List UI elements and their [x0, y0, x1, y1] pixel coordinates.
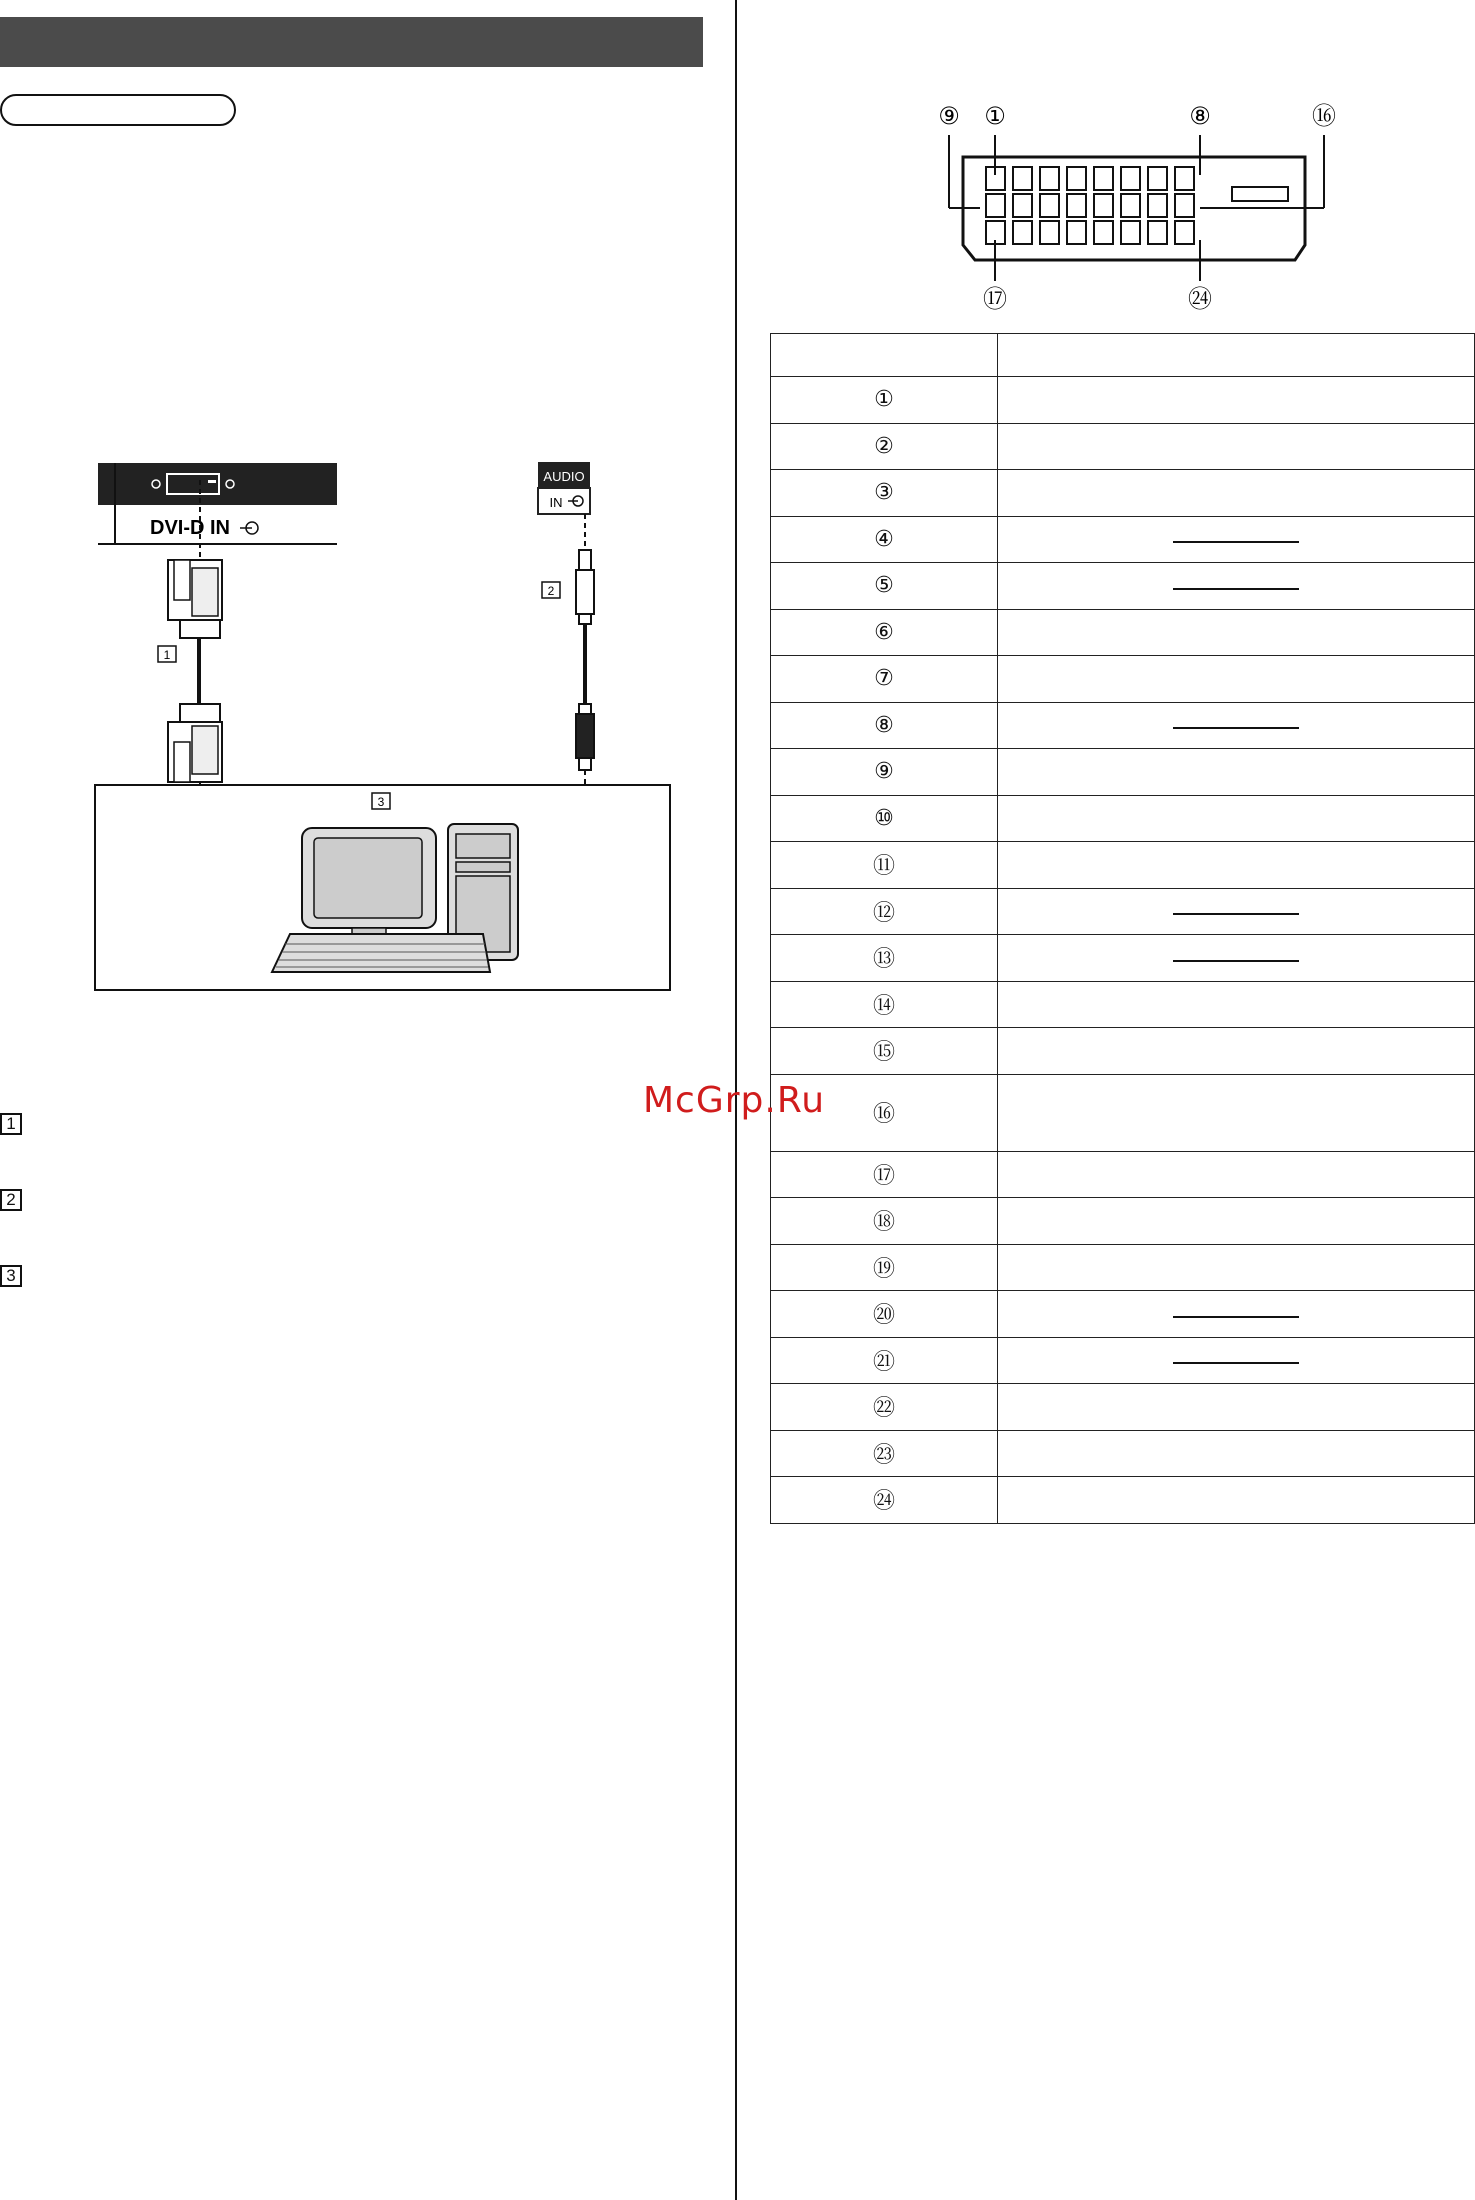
pin-number: ㉔: [872, 1489, 895, 1515]
monitor-icon: [302, 828, 436, 946]
connector-pin: [1175, 167, 1194, 190]
audio-plug-top: [576, 550, 594, 624]
table-row: [771, 609, 1475, 656]
connector-pin: [1013, 167, 1032, 190]
table-row: [771, 795, 1475, 842]
pin-number: ①: [874, 387, 894, 413]
connector-pin: [1148, 167, 1167, 190]
signal-name-cell: [998, 377, 1475, 424]
signal-name-cell: [998, 656, 1475, 703]
connector-pin: [1175, 221, 1194, 244]
table-row: [771, 656, 1475, 703]
signal-name-cell: [998, 702, 1475, 749]
callout-1: 1: [163, 648, 171, 662]
section-subtitle-pill: [0, 94, 236, 126]
table-row: [771, 1477, 1475, 1524]
pin-label-8: ⑧: [1189, 102, 1211, 130]
connector-pin: [1040, 167, 1059, 190]
pin-number: ㉑: [872, 1349, 895, 1375]
pin-number-cell: [771, 935, 998, 982]
connector-pin: [1067, 167, 1086, 190]
table-row: [771, 470, 1475, 517]
connector-pin: [1094, 221, 1113, 244]
connector-pin: [1175, 194, 1194, 217]
pin-number-cell: [771, 377, 998, 424]
table-row: [771, 1151, 1475, 1198]
input-arrow-icon: [240, 522, 258, 534]
pin-number-cell: [771, 516, 998, 563]
signal-name-cell: [998, 842, 1475, 889]
connector-pin: [1121, 194, 1140, 217]
pin-label-24: ㉔: [1188, 285, 1212, 313]
pin-number: ⑧: [874, 712, 894, 738]
pin-number: ⑲: [872, 1256, 895, 1282]
signal-name-cell: [998, 609, 1475, 656]
pin-number: ④: [874, 526, 894, 552]
audio-plug-bottom: [576, 704, 594, 770]
connector-pin: [1148, 221, 1167, 244]
callout-3: 3: [377, 795, 385, 809]
table-row: [771, 842, 1475, 889]
pin-number: ⑬: [872, 947, 895, 973]
signal-name-cell: [998, 1291, 1475, 1338]
pin-number: ⑫: [872, 900, 895, 926]
signal-name-cell: [998, 888, 1475, 935]
legend-item-3: 3: [0, 1265, 22, 1287]
signal-name-cell: [998, 470, 1475, 517]
inverted-signal-overline: [1173, 727, 1299, 729]
pin-label-16: ⑯: [1312, 102, 1336, 130]
callout-2: 2: [547, 584, 555, 598]
pin-label-17: ⑰: [983, 285, 1007, 313]
pin-number-cell: [771, 1430, 998, 1477]
legend-item-2: 2: [0, 1189, 22, 1211]
section-header-bar: [0, 17, 703, 67]
pin-number: ⑰: [872, 1163, 895, 1189]
signal-name-cell: [998, 516, 1475, 563]
pin-number: ⑤: [874, 573, 894, 599]
table-row: [771, 981, 1475, 1028]
table-row: [771, 1028, 1475, 1075]
table-row: [771, 516, 1475, 563]
pin-number-cell: [771, 563, 998, 610]
pin-number: ⑦: [874, 666, 894, 692]
inverted-signal-overline: [1173, 960, 1299, 962]
pin-assignment-table: [770, 333, 1475, 1524]
keyboard-icon: [272, 934, 490, 972]
pin-number-cell: [771, 981, 998, 1028]
pin-number: ⑱: [872, 1210, 895, 1236]
signal-name-cell: [998, 1384, 1475, 1431]
table-row: [771, 1291, 1475, 1338]
signal-name-cell: [998, 563, 1475, 610]
connector-pin: [1121, 167, 1140, 190]
pin-number: ⑪: [872, 854, 895, 880]
dvi-plug-top: [168, 560, 222, 638]
connector-pin: [1094, 167, 1113, 190]
pin-number-cell: [771, 795, 998, 842]
connector-pin: [1040, 194, 1059, 217]
inverted-signal-overline: [1173, 1362, 1299, 1364]
pin-number-cell: [771, 423, 998, 470]
connector-pin: [1067, 221, 1086, 244]
pin-number-cell: [771, 1337, 998, 1384]
pin-number-cell: [771, 888, 998, 935]
table-row: [771, 702, 1475, 749]
connector-pin: [1013, 221, 1032, 244]
signal-name-cell: [998, 981, 1475, 1028]
connector-pin: [1148, 194, 1167, 217]
watermark: McGrp.Ru: [643, 1080, 826, 1121]
signal-name-cell: [998, 749, 1475, 796]
pin-number-cell: [771, 470, 998, 517]
pin-number-cell: [771, 1151, 998, 1198]
dvi-connector-diagram: [900, 95, 1340, 315]
pin-number-cell: [771, 609, 998, 656]
table-row: [771, 1074, 1475, 1151]
signal-name-cell: [998, 795, 1475, 842]
pin-number: ⑳: [872, 1303, 895, 1329]
signal-name-cell: [998, 1244, 1475, 1291]
pin-number-cell: [771, 1028, 998, 1075]
pin-number-cell: [771, 1244, 998, 1291]
pin-label-9: ⑨: [938, 102, 960, 130]
table-row: [771, 423, 1475, 470]
pin-number: ㉒: [872, 1396, 895, 1422]
audio-in-label: IN: [549, 495, 563, 510]
table-row: [771, 1244, 1475, 1291]
header-pin-no: [771, 334, 998, 377]
connector-pin: [1067, 194, 1086, 217]
inverted-signal-overline: [1173, 1316, 1299, 1318]
signal-name-cell: [998, 1074, 1475, 1151]
audio-label: AUDIO: [543, 469, 585, 484]
pin-number: ⑨: [874, 759, 894, 785]
connector-pin: [1040, 221, 1059, 244]
pin-number: ㉓: [872, 1442, 895, 1468]
table-row: [771, 888, 1475, 935]
table-row: [771, 377, 1475, 424]
table-row: [771, 935, 1475, 982]
pin-number: ⑥: [874, 619, 894, 645]
signal-name-cell: [998, 1151, 1475, 1198]
inverted-signal-overline: [1173, 541, 1299, 543]
table-row: [771, 1198, 1475, 1245]
table-row: [771, 1430, 1475, 1477]
signal-name-cell: [998, 1198, 1475, 1245]
pin-label-1: ①: [984, 102, 1006, 130]
pin-number: ⑭: [872, 993, 895, 1019]
dvi-panel: [98, 463, 337, 505]
pin-number-cell: [771, 656, 998, 703]
dvi-input-label: DVI-D IN: [150, 517, 230, 539]
signal-name-cell: [998, 1430, 1475, 1477]
signal-name-cell: [998, 935, 1475, 982]
pin-number: ⑮: [872, 1040, 895, 1066]
connector-blade: [1232, 187, 1288, 201]
signal-name-cell: [998, 423, 1475, 470]
connector-pin: [1013, 194, 1032, 217]
pin-number: ⑯: [872, 1102, 895, 1127]
pin-number-cell: [771, 749, 998, 796]
signal-name-cell: [998, 1337, 1475, 1384]
pin-number-cell: [771, 1291, 998, 1338]
connector-pin: [986, 194, 1005, 217]
pin-number-cell: [771, 702, 998, 749]
dvi-plug-bottom: [168, 704, 222, 782]
table-header-row: [771, 334, 1475, 377]
inverted-signal-overline: [1173, 913, 1299, 915]
connector-pin: [1094, 194, 1113, 217]
signal-name-cell: [998, 1028, 1475, 1075]
table-row: [771, 563, 1475, 610]
connector-pin: [1121, 221, 1140, 244]
table-row: [771, 1337, 1475, 1384]
table-row: [771, 1384, 1475, 1431]
pin-number-cell: [771, 1198, 998, 1245]
header-signal-name: [998, 334, 1475, 377]
table-row: [771, 749, 1475, 796]
pin-number-cell: [771, 1384, 998, 1431]
signal-name-cell: [998, 1477, 1475, 1524]
pin-number: ⑩: [874, 805, 894, 831]
pin-number-cell: [771, 842, 998, 889]
inverted-signal-overline: [1173, 588, 1299, 590]
legend-item-1: 1: [0, 1113, 22, 1135]
pin-number: ③: [874, 480, 894, 506]
pin-number-cell: [771, 1477, 998, 1524]
connection-diagram: [90, 460, 680, 1000]
pin-number: ②: [874, 433, 894, 459]
